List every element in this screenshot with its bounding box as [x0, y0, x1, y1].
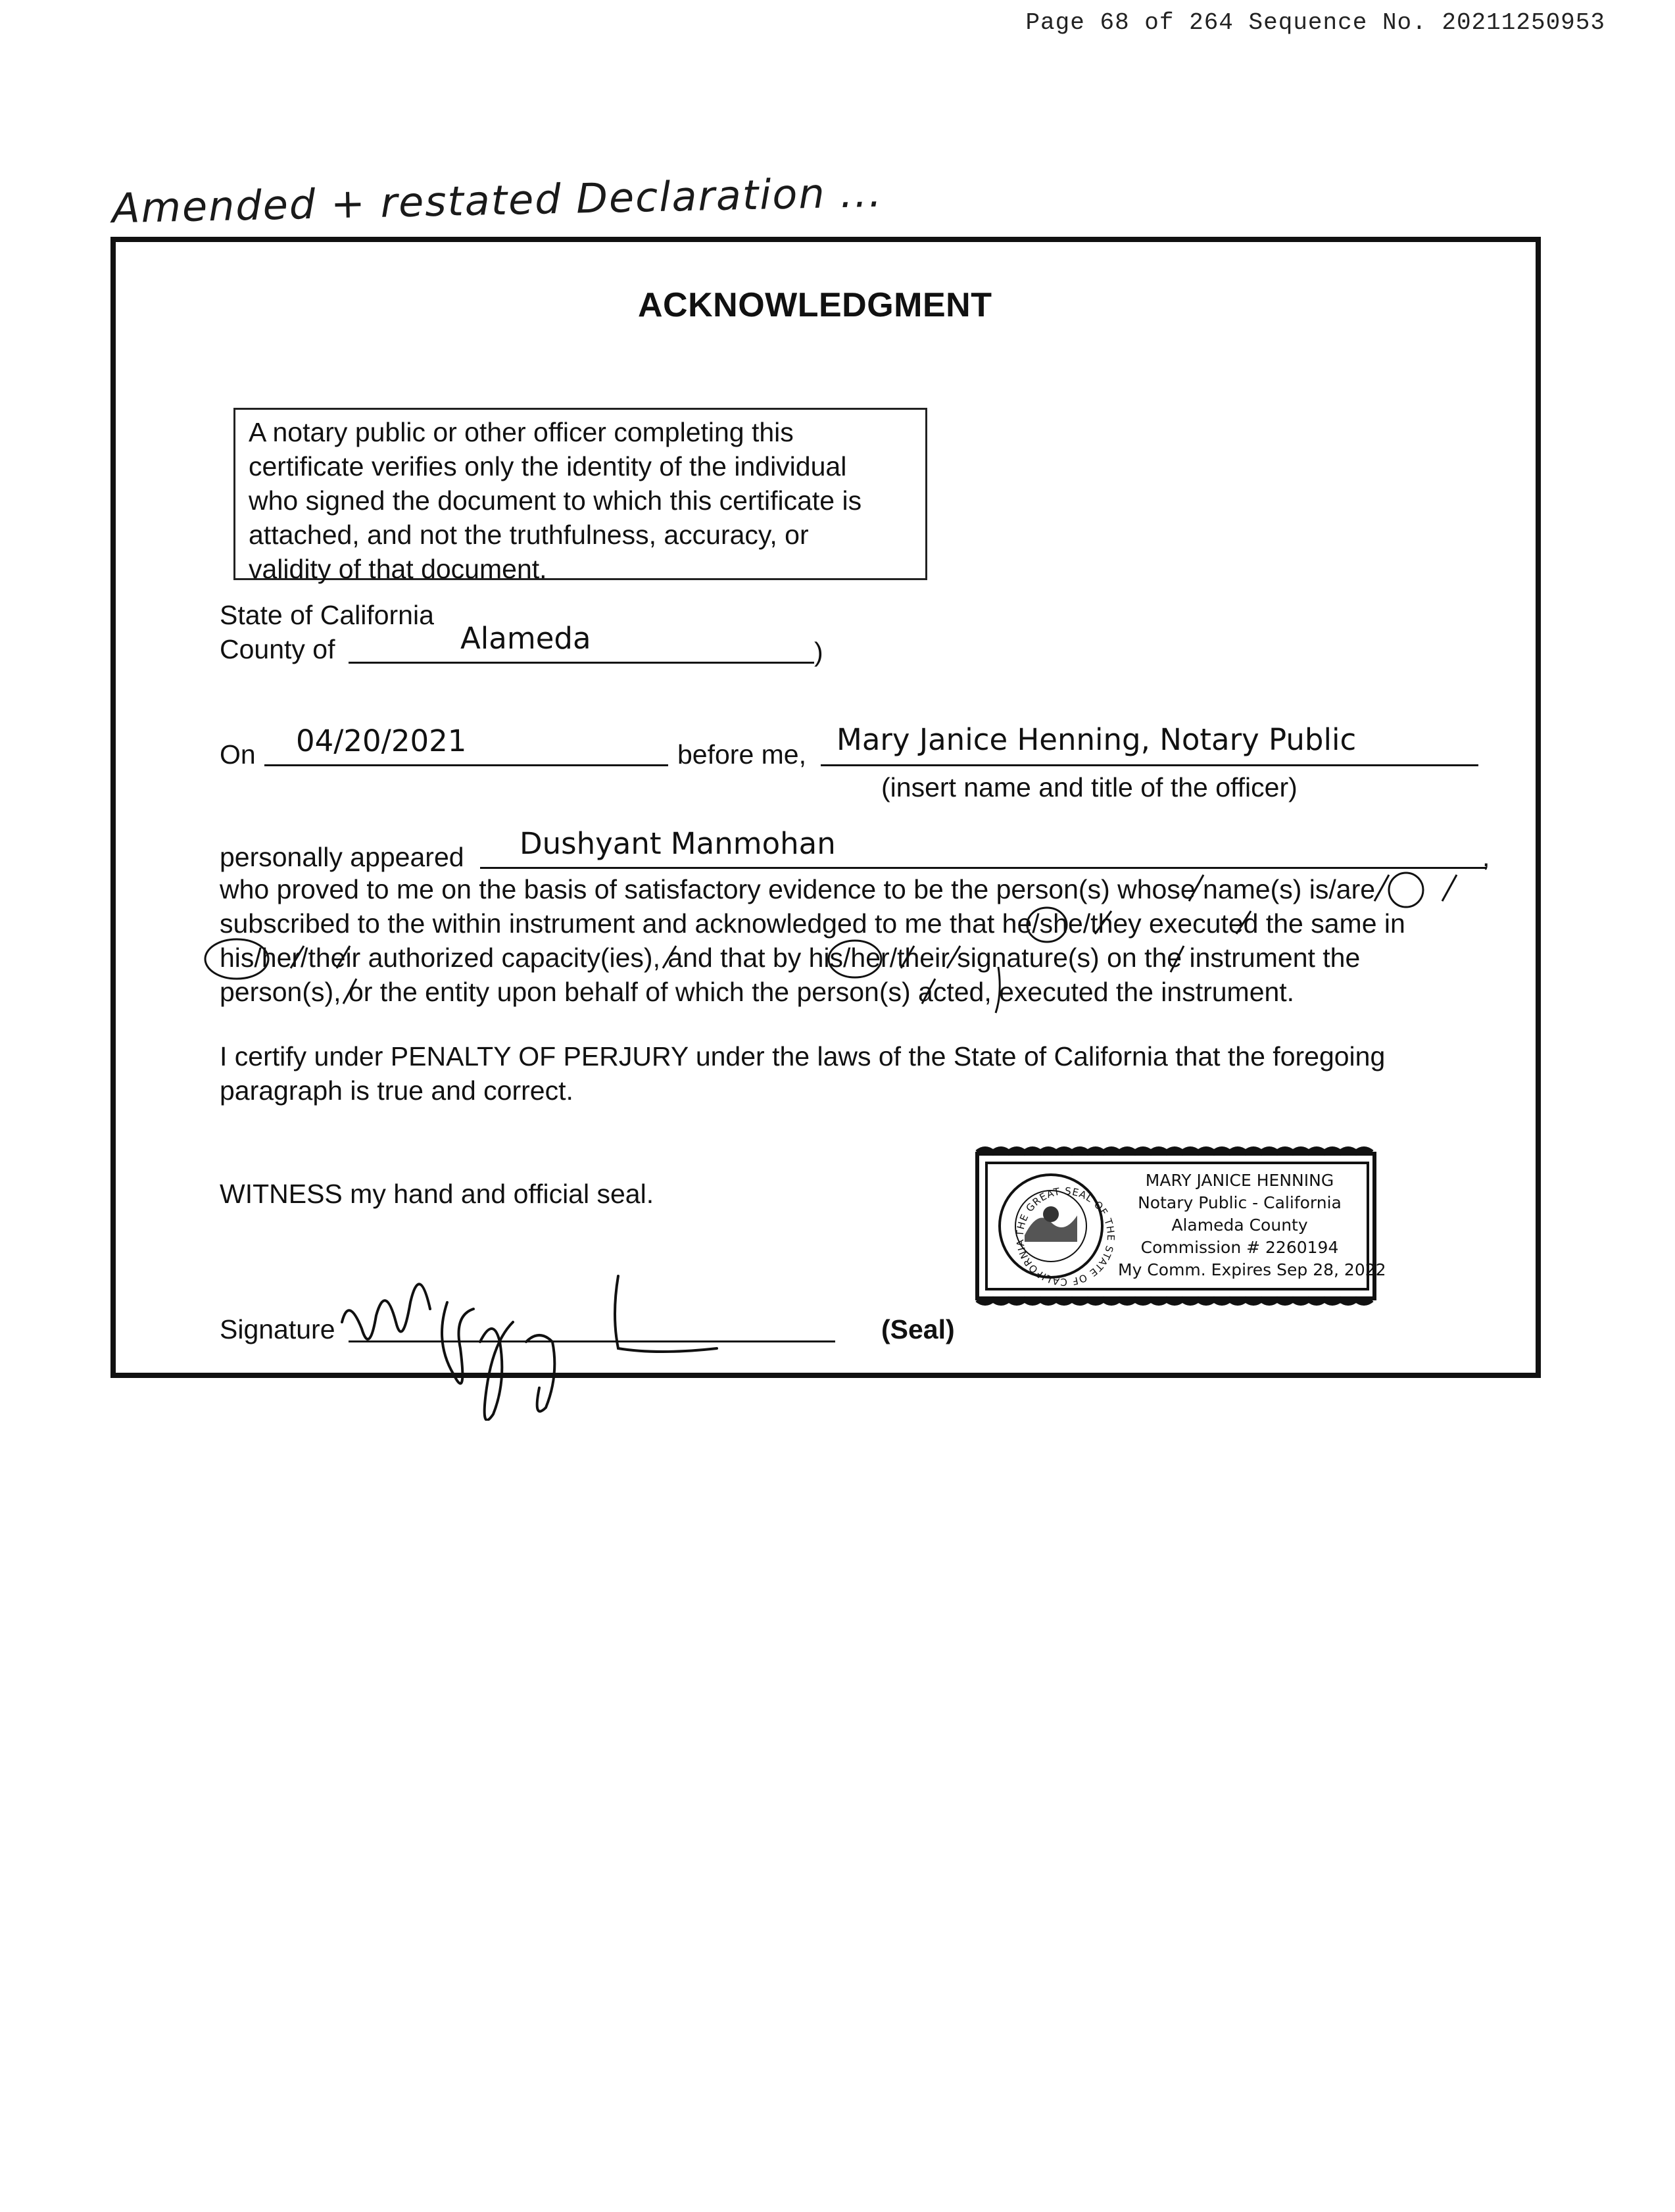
circle-mark-his-2: [829, 941, 881, 977]
officer-name-title: Mary Janice Henning, Notary Public: [837, 722, 1357, 757]
notice-line: validity of that document.: [249, 554, 547, 584]
signer-name: Dushyant Manmohan: [520, 826, 836, 861]
strike-mark: [1374, 875, 1389, 901]
officer-hint: (insert name and title of the officer): [881, 772, 1298, 802]
strike-mark: [922, 979, 935, 1004]
stray-mark: [996, 967, 1000, 1013]
before-me-label: before me,: [677, 739, 806, 770]
acknowledgment-date: 04/20/2021: [296, 724, 467, 758]
handwritten-note: Amended + restated Declaration ...: [111, 168, 884, 233]
stamp-expiration: My Comm. Expires Sep 28, 2022: [1118, 1260, 1386, 1279]
signature-label: Signature: [220, 1314, 335, 1344]
svg-text:THE GREAT SEAL OF THE STATE OF: [1014, 1185, 1117, 1288]
strike-mark: [901, 946, 914, 968]
strike-mark: [343, 979, 356, 1004]
seal-ring-textpath: THE GREAT SEAL OF THE STATE OF CALIFORNIA: [1013, 1185, 1117, 1289]
circle-mark-his: [205, 939, 268, 979]
strike-mark: [1442, 875, 1457, 901]
strike-mark: [1236, 911, 1251, 934]
strike-mark: [947, 946, 960, 968]
county-label: County of: [220, 634, 335, 664]
form-title: ACKNOWLEDGMENT: [638, 286, 992, 324]
stamp-commission-text: [1118, 1169, 1386, 1281]
proof-line: who proved to me on the basis of satisfactory evidence to be the person(s) whose name(s) is/are: [220, 874, 1376, 904]
state-label: State of California: [220, 600, 434, 630]
certify-line: I certify under PENALTY OF PERJURY under the laws of the State of California that the foregoing: [220, 1041, 1386, 1071]
county-paren: ): [814, 637, 823, 667]
appeared-trailing-comma: ,: [1482, 842, 1490, 872]
seal-label: (Seal): [881, 1314, 955, 1344]
notice-line: certificate verifies only the identity of the individual: [249, 451, 847, 481]
circle-mark-is: [1389, 873, 1423, 907]
witness-statement: WITNESS my hand and official seal.: [220, 1179, 654, 1209]
county-value: Alameda: [460, 621, 591, 656]
handwritten-signature: [335, 1263, 756, 1421]
page-sequence-header: Page 68 of 264 Sequence No. 20211250953: [1025, 9, 1605, 36]
certify-paragraph: [220, 1039, 1385, 1108]
on-label: On: [220, 739, 256, 770]
notice-line: A notary public or other officer completing this: [249, 417, 794, 447]
circle-mark-he: [1027, 908, 1067, 942]
strike-mark: [1171, 946, 1184, 972]
stamp-notary-title: Notary Public - California: [1138, 1193, 1342, 1212]
strike-mark: [291, 946, 304, 968]
strike-mark: [1095, 911, 1111, 934]
certify-line: paragraph is true and correct.: [220, 1075, 573, 1106]
strike-mark: [663, 946, 676, 968]
strike-mark: [337, 946, 350, 968]
notice-line: attached, and not the truthfulness, accuracy, or: [249, 520, 809, 550]
proof-line: person(s), or the entity upon behalf of which the person(s) acted, executed the instrument.: [220, 977, 1295, 1007]
appeared-label: personally appeared: [220, 842, 464, 872]
stamp-county: Alameda County: [1171, 1216, 1308, 1235]
notice-line: who signed the document to which this certificate is: [249, 485, 862, 516]
stamp-commission-number: Commission # 2260194: [1140, 1238, 1339, 1257]
stamp-notary-name: MARY JANICE HENNING: [1145, 1171, 1334, 1190]
strike-mark: [1189, 875, 1203, 901]
proof-line: subscribed to the within instrument and acknowledged to me that he/she/they executed the same in: [220, 908, 1405, 939]
proof-line: his/her/their authorized capacity(ies), and that by his/her/their signature(s) on the instrument the: [220, 943, 1361, 973]
